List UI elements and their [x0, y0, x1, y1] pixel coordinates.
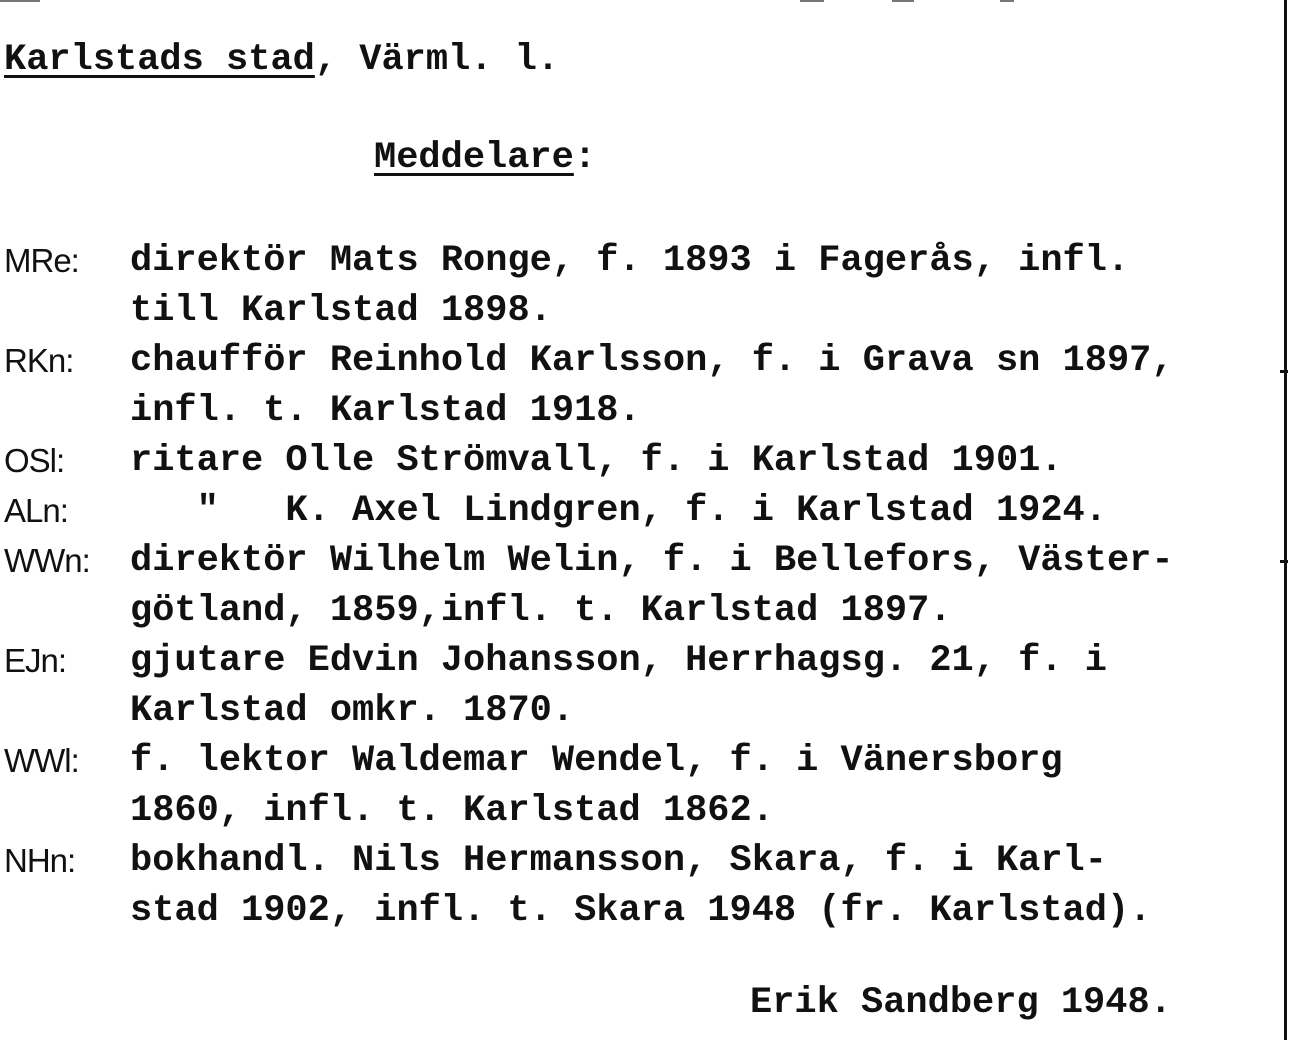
informant-entry-osl	[4, 436, 1282, 486]
informant-line: ritare Olle Strömvall, f. i Karlstad 1901.	[130, 440, 1063, 482]
informant-line: f. lektor Waldemar Wendel, f. i Vänersborg	[130, 740, 1063, 782]
informant-code: WWl:	[4, 742, 79, 779]
informant-line: till Karlstad 1898.	[130, 290, 552, 332]
heading-place: Karlstads stad	[4, 39, 315, 81]
informant-code: OSl:	[4, 442, 65, 479]
informant-code: NHn:	[4, 842, 76, 879]
scan-edge-mark	[0, 0, 40, 2]
informant-line: " K. Axel Lindgren, f. i Karlstad 1924.	[130, 490, 1107, 532]
informant-text	[130, 436, 1282, 486]
informant-entry-aln	[4, 486, 1282, 536]
informant-line: direktör Wilhelm Welin, f. i Bellefors, Väster-	[130, 540, 1174, 582]
informant-line: götland, 1859,infl. t. Karlstad 1897.	[130, 590, 952, 632]
informant-line: Karlstad omkr. 1870.	[130, 690, 575, 732]
informant-code: WWn:	[4, 542, 90, 579]
informant-line: stad 1902, infl. t. Skara 1948 (fr. Karlstad).	[130, 890, 1152, 932]
scan-edge-mark	[1000, 0, 1014, 2]
informant-line: direktör Mats Ronge, f. 1893 i Fagerås, infl.	[130, 240, 1130, 282]
informants-heading-colon: :	[573, 137, 597, 179]
informants-heading-word: Meddelare	[374, 137, 574, 179]
informant-text	[130, 236, 1282, 336]
informant-list	[4, 236, 1282, 936]
card-right-border	[1284, 0, 1287, 1040]
informant-line: bokhandl. Nils Hermansson, Skara, f. i Karl-	[130, 840, 1107, 882]
heading-region: , Värml. l.	[314, 39, 560, 81]
informant-text	[130, 486, 1282, 536]
informant-line: infl. t. Karlstad 1918.	[130, 390, 641, 432]
informant-text	[130, 636, 1282, 736]
informant-entry-nhn	[4, 836, 1282, 936]
informant-text	[130, 736, 1282, 836]
informant-code: MRe:	[4, 242, 79, 279]
informant-entry-rkn	[4, 336, 1282, 436]
informant-code: ALn:	[4, 492, 68, 529]
informant-code: RKn:	[4, 342, 74, 379]
informant-line: chaufför Reinhold Karlsson, f. i Grava sn 1897,	[130, 340, 1174, 382]
scan-edge-mark	[800, 0, 824, 2]
informant-text	[130, 336, 1282, 436]
card-heading	[4, 38, 559, 82]
signature: Erik Sandberg 1948.	[750, 982, 1172, 1024]
informant-code: EJn:	[4, 642, 67, 679]
informant-text	[130, 536, 1282, 636]
informant-text	[130, 836, 1282, 936]
informant-entry-wwl	[4, 736, 1282, 836]
informants-heading	[374, 136, 596, 180]
informant-line: 1860, infl. t. Karlstad 1862.	[130, 790, 774, 832]
informant-line: gjutare Edvin Johansson, Herrhagsg. 21, f. i	[130, 640, 1107, 682]
informant-entry-mre	[4, 236, 1282, 336]
informant-entry-wwn	[4, 536, 1282, 636]
scan-edge-mark	[892, 0, 914, 2]
informant-entry-ejn	[4, 636, 1282, 736]
